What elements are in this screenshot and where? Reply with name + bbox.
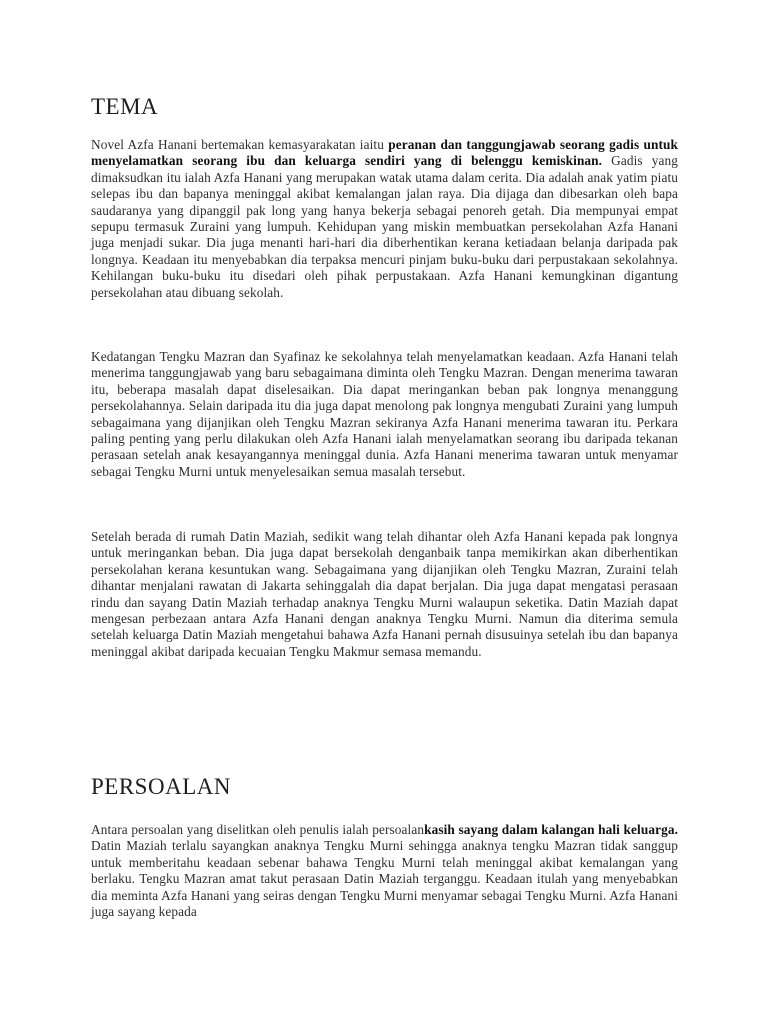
persoalan-paragraph-1	[91, 822, 678, 920]
persoalan-p1-rest: Datin Maziah terlalu sayangkan anaknya Tengku Murni sehingga anaknya tengku Mazran tidak sanggup untuk memberitahu keadaan sebenar bahawa Tengku Murni telah meninggal akibat kemalangan yang berlaku. Tengku Mazran amat takut perasaan Datin Maziah terganggu. Keadaan itulah yang menyebabkan dia meminta Azfa Hanani yang seiras dengan Tengku Murni menyamar sebagai Tengku Murni. Azfa Hanani juga sayang kepada	[91, 838, 678, 920]
tema-paragraph-2: Kedatangan Tengku Mazran dan Syafinaz ke sekolahnya telah menyelamatkan keadaan. Azfa Hanani telah menerima tanggungjawab yang baru sebagaimana diminta oleh Tengku Mazran. Dengan menerima tawaran itu, beberapa masalah dapat diselesaikan. Dia dapat meringankan beban pak longnya menanggung persekolahannya. Selain daripada itu dia juga dapat menolong pak longnya mengubati Zuraini yang lumpuh sebagaimana yang dijanjikan oleh Tengku Mazran sekiranya Azfa Hanani menerima tawaran itu. Perkara paling penting yang perlu dilakukan oleh Azfa Hanani ialah menyelamatkan seorang ibu daripada tekanan perasaan setelah anak kesayangannya meninggal dunia. Azfa Hanani menerima tawaran untuk menyamar sebagai Tengku Murni untuk menyelesaikan semua masalah tersebut.	[91, 349, 678, 479]
persoalan-p1-bold: kasih sayang dalam kalangan hali keluarga.	[424, 822, 678, 837]
tema-p1-rest: Gadis yang dimaksudkan itu ialah Azfa Hanani yang merupakan watak utama dalam cerita. Dia adalah anak yatim piatu selepas ibu dan bapanya meninggal akibat kemalangan jalan raya. Dia dijaga dan dibesarkan oleh bapa saudaranya yang dipanggil pak long yang hanya bekerja sebagai penoreh getah. Dia mempunyai empat sepupu termasuk Zuraini yang lumpuh. Kehidupan yang miskin membuatkan persekolahan Azfa Hanani juga menjadi sukar. Dia juga menanti hari-hari dia diberhentikan kerana ketiadaan belanja daripada pak longnya. Keadaan itu menyebabkan dia terpaksa mencuri pinjam buku-buku dari perpustakaan sekolahnya. Kehilangan buku-buku itu disedari oleh pihak perpustakaan. Azfa Hanani kemungkinan digantung persekolahan atau dibuang sekolah.	[91, 153, 678, 300]
tema-p1-bold: peranan dan tanggungjawab seorang gadis untuk menyelamatkan seorang ibu dan keluarga sendiri yang di belenggu kemiskinan.	[91, 137, 678, 169]
persoalan-p1-lead: Antara persoalan yang diselitkan oleh penulis ialah persoalan	[91, 822, 425, 837]
section-heading-tema: TEMA	[91, 94, 159, 119]
tema-paragraph-3: Setelah berada di rumah Datin Maziah, sedikit wang telah dihantar oleh Azfa Hanani kepada pak longnya untuk meringankan beban. Dia juga dapat bersekolah denganbaik tanpa memikirkan akan diberhentikan persekolahan kerana kesuntukan wang. Sebagaimana yang dijanjikan oleh Tengku Mazran, Zuraini telah dihantar menjalani rawatan di Jakarta sehinggalah dia dapat berjalan. Dia juga dapat mengatasi perasaan rindu dan sayang Datin Maziah terhadap anaknya Tengku Murni walaupun seketika. Datin Maziah dapat mengesan perbezaan antara Azfa Hanani dengan anaknya Tengku Murni. Namun dia diterima semula setelah keluarga Datin Maziah mengetahui bahawa Azfa Hanani pernah disusuinya setelah ibu dan bapanya meninggal akibat daripada kecuaian Tengku Makmur semasa memandu.	[91, 529, 678, 659]
section-heading-persoalan: PERSOALAN	[91, 774, 231, 799]
tema-p1-lead: Novel Azfa Hanani bertemakan kemasyarakatan iaitu	[91, 137, 389, 152]
tema-paragraph-1	[91, 137, 678, 301]
